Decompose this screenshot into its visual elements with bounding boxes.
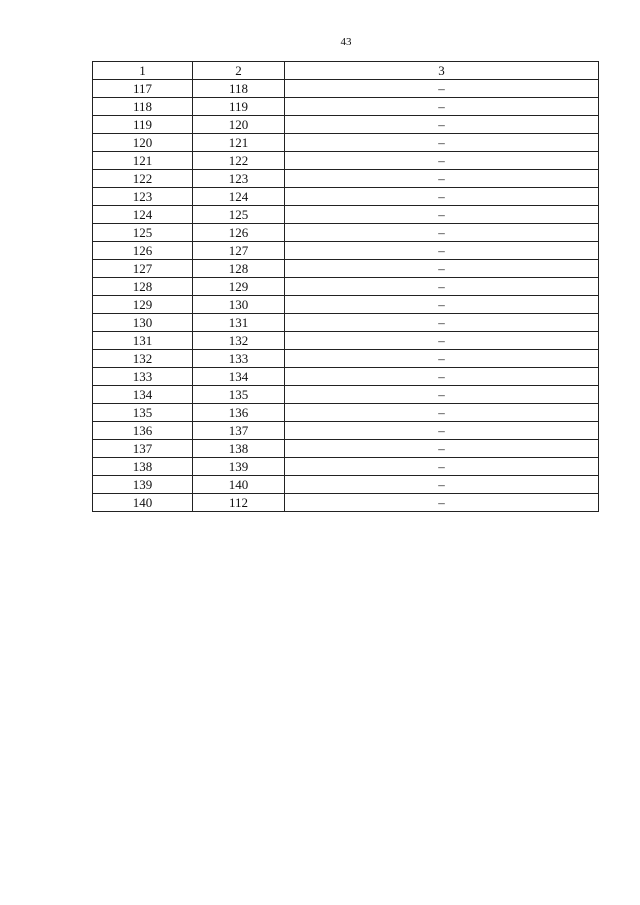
table-row — [93, 206, 599, 224]
table-cell-col-1: 133 — [93, 368, 193, 386]
table-cell-col-2: 124 — [193, 188, 285, 206]
table-body — [93, 80, 599, 512]
table-row — [93, 422, 599, 440]
table-cell-col-2: 130 — [193, 296, 285, 314]
table-cell-col-2: 131 — [193, 314, 285, 332]
table-cell-col-2: 140 — [193, 476, 285, 494]
table-cell-col-2: 120 — [193, 116, 285, 134]
table-row — [93, 242, 599, 260]
table-row — [93, 368, 599, 386]
table-cell-col-2: 138 — [193, 440, 285, 458]
table-row — [93, 170, 599, 188]
table-cell-col-1: 117 — [93, 80, 193, 98]
table-cell-col-2: 122 — [193, 152, 285, 170]
table-cell-col-3: – — [285, 332, 599, 350]
table-row — [93, 332, 599, 350]
table-cell-col-2: 137 — [193, 422, 285, 440]
column-header-1: 1 — [93, 62, 193, 80]
table-cell-col-2: 139 — [193, 458, 285, 476]
table-cell-col-3: – — [285, 134, 599, 152]
table-cell-col-1: 125 — [93, 224, 193, 242]
table-cell-col-3: – — [285, 206, 599, 224]
table-cell-col-3: – — [285, 494, 599, 512]
table-cell-col-3: – — [285, 386, 599, 404]
table-cell-col-1: 130 — [93, 314, 193, 332]
table-cell-col-3: – — [285, 152, 599, 170]
table-cell-col-2: 123 — [193, 170, 285, 188]
table-cell-col-2: 127 — [193, 242, 285, 260]
table-cell-col-1: 140 — [93, 494, 193, 512]
table-cell-col-2: 133 — [193, 350, 285, 368]
table-cell-col-3: – — [285, 116, 599, 134]
table-cell-col-2: 121 — [193, 134, 285, 152]
table-cell-col-1: 132 — [93, 350, 193, 368]
table-cell-col-1: 138 — [93, 458, 193, 476]
table-cell-col-1: 119 — [93, 116, 193, 134]
table-row — [93, 80, 599, 98]
table-cell-col-2: 118 — [193, 80, 285, 98]
table-row — [93, 494, 599, 512]
table-cell-col-1: 123 — [93, 188, 193, 206]
table-cell-col-1: 124 — [93, 206, 193, 224]
table-row — [93, 134, 599, 152]
table-row — [93, 386, 599, 404]
table-cell-col-1: 118 — [93, 98, 193, 116]
table-cell-col-2: 136 — [193, 404, 285, 422]
table-cell-col-3: – — [285, 368, 599, 386]
table-cell-col-3: – — [285, 422, 599, 440]
table-cell-col-1: 120 — [93, 134, 193, 152]
table-cell-col-1: 136 — [93, 422, 193, 440]
table-row — [93, 188, 599, 206]
table-cell-col-3: – — [285, 170, 599, 188]
table-cell-col-3: – — [285, 404, 599, 422]
page-number: 43 — [340, 36, 352, 48]
table-cell-col-3: – — [285, 242, 599, 260]
table-cell-col-1: 135 — [93, 404, 193, 422]
table-cell-col-2: 134 — [193, 368, 285, 386]
table-cell-col-3: – — [285, 98, 599, 116]
table-cell-col-3: – — [285, 188, 599, 206]
table-row — [93, 278, 599, 296]
table-row — [93, 98, 599, 116]
table-row — [93, 404, 599, 422]
table-row — [93, 440, 599, 458]
table-row — [93, 224, 599, 242]
column-header-3: 3 — [285, 62, 599, 80]
table-cell-col-1: 139 — [93, 476, 193, 494]
table-cell-col-1: 134 — [93, 386, 193, 404]
table-cell-col-2: 129 — [193, 278, 285, 296]
data-table — [92, 61, 599, 512]
table-header-row — [93, 62, 599, 80]
table-row — [93, 152, 599, 170]
table-row — [93, 314, 599, 332]
table-cell-col-3: – — [285, 476, 599, 494]
table-row — [93, 350, 599, 368]
table-cell-col-3: – — [285, 458, 599, 476]
table-cell-col-3: – — [285, 260, 599, 278]
table-cell-col-1: 122 — [93, 170, 193, 188]
table-cell-col-3: – — [285, 296, 599, 314]
table-cell-col-3: – — [285, 314, 599, 332]
table-cell-col-1: 126 — [93, 242, 193, 260]
table-cell-col-1: 137 — [93, 440, 193, 458]
table-cell-col-3: – — [285, 80, 599, 98]
table-cell-col-2: 112 — [193, 494, 285, 512]
table-cell-col-1: 129 — [93, 296, 193, 314]
table-cell-col-1: 121 — [93, 152, 193, 170]
table-cell-col-3: – — [285, 278, 599, 296]
table-cell-col-2: 128 — [193, 260, 285, 278]
table-cell-col-1: 128 — [93, 278, 193, 296]
table-row — [93, 116, 599, 134]
table-cell-col-3: – — [285, 440, 599, 458]
table-row — [93, 260, 599, 278]
table-cell-col-2: 132 — [193, 332, 285, 350]
table-cell-col-3: – — [285, 350, 599, 368]
table-cell-col-2: 135 — [193, 386, 285, 404]
table-row — [93, 476, 599, 494]
table-cell-col-1: 131 — [93, 332, 193, 350]
table-row — [93, 458, 599, 476]
table-row — [93, 296, 599, 314]
table-cell-col-3: – — [285, 224, 599, 242]
table-cell-col-2: 126 — [193, 224, 285, 242]
table-cell-col-1: 127 — [93, 260, 193, 278]
table-cell-col-2: 119 — [193, 98, 285, 116]
table-cell-col-2: 125 — [193, 206, 285, 224]
column-header-2: 2 — [193, 62, 285, 80]
